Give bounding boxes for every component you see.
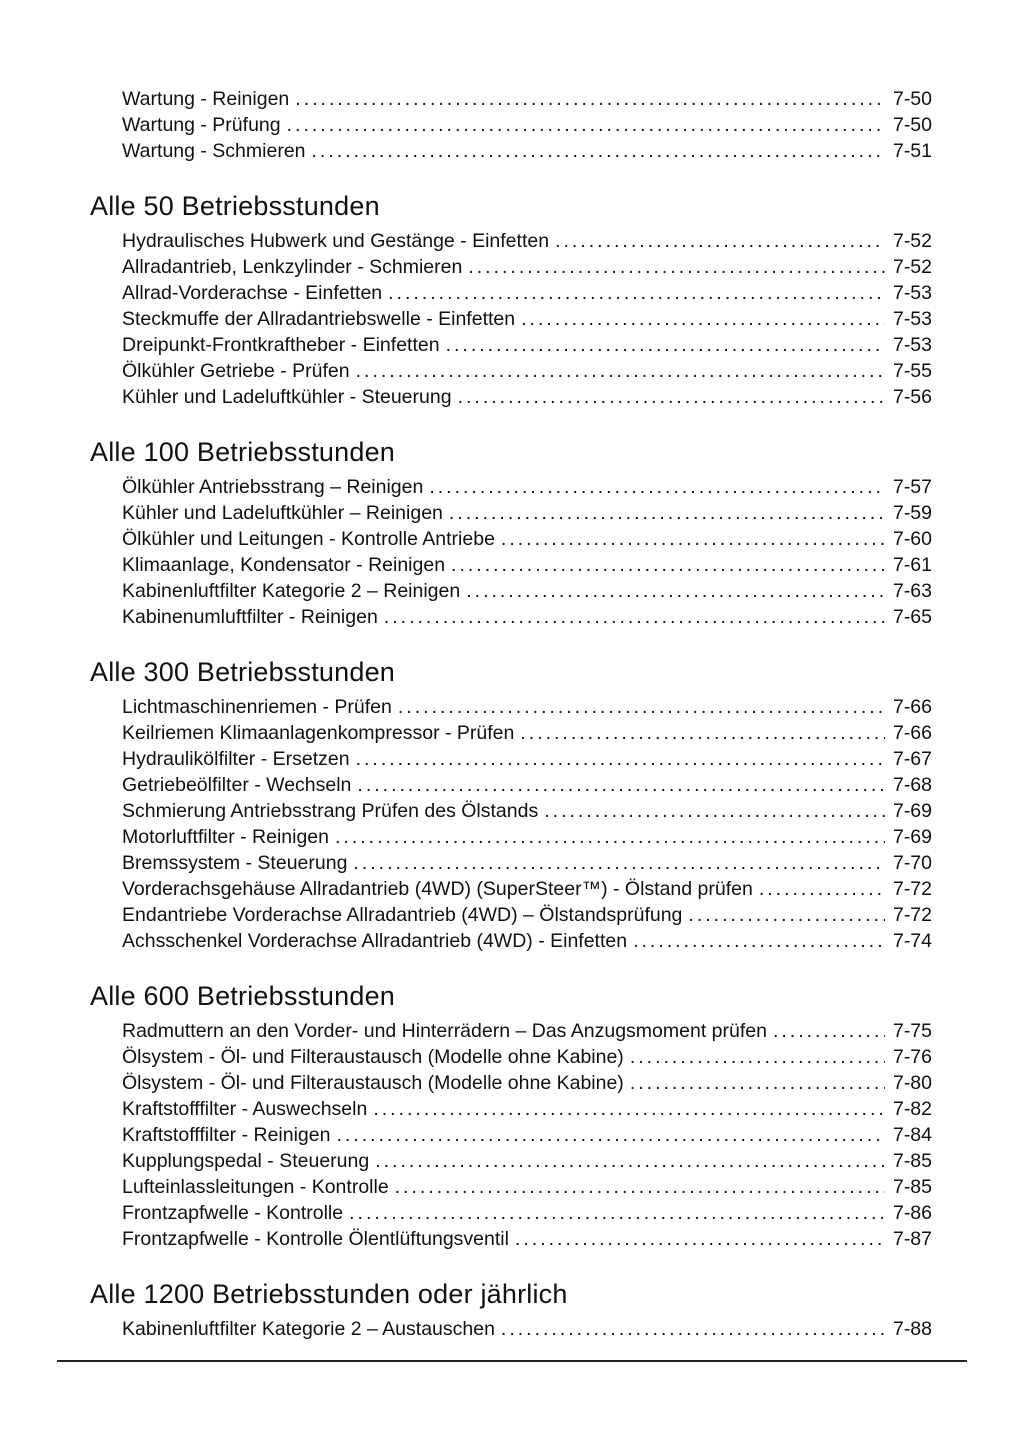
toc-entry-page: 7-85: [892, 1150, 932, 1172]
toc-entry-page: 7-68: [892, 774, 932, 796]
toc-entry-title: Endantriebe Vorderachse Allradantrieb (4WD) – Ölstandsprüfung: [122, 904, 683, 926]
toc-entry-page: 7-70: [892, 852, 932, 874]
dotted-leader: [501, 1316, 885, 1342]
toc-entry-page: 7-82: [892, 1098, 932, 1120]
toc-entry: [90, 876, 932, 902]
toc-entry-page: 7-69: [892, 800, 932, 822]
dotted-leader: [688, 902, 885, 928]
toc-entry-page: 7-56: [892, 386, 932, 408]
toc-entry: [90, 112, 932, 138]
toc-entry: [90, 332, 932, 358]
dotted-leader: [446, 332, 885, 358]
toc-entry: [90, 604, 932, 630]
toc-entry-title: Wartung - Schmieren: [122, 140, 306, 162]
dotted-leader: [429, 474, 885, 500]
dotted-leader: [521, 306, 885, 332]
toc-entry-title: Getriebeölfilter - Wechseln: [122, 774, 352, 796]
section-heading: Alle 300 Betriebsstunden: [90, 657, 396, 687]
toc-entry: [90, 1070, 932, 1096]
toc-entry: [90, 902, 932, 928]
toc-entry-page: 7-63: [892, 580, 932, 602]
toc-entry: [90, 86, 932, 112]
dotted-leader: [375, 1148, 885, 1174]
toc-entry: [90, 1018, 932, 1044]
toc-entry: [90, 928, 932, 954]
toc-entry-page: 7-87: [892, 1228, 932, 1250]
toc-entry-title: Kabinenluftfilter Kategorie 2 – Austauschen: [122, 1318, 495, 1340]
toc-entry-title: Frontzapfwelle - Kontrolle: [122, 1202, 344, 1224]
toc-entry: [90, 1148, 932, 1174]
toc-entry-page: 7-74: [892, 930, 932, 952]
toc-entry: [90, 358, 932, 384]
toc-entry-title: Kabinenluftfilter Kategorie 2 – Reinigen: [122, 580, 461, 602]
toc-section: [90, 1278, 932, 1342]
toc-entry-page: 7-75: [892, 1020, 932, 1042]
toc-entry-title: Bremssystem - Steuerung: [122, 852, 348, 874]
toc-entry: [90, 552, 932, 578]
section-heading: Alle 100 Betriebsstunden: [90, 437, 396, 467]
toc-entry-title: Wartung - Prüfung: [122, 114, 281, 136]
toc-entry-title: Hydraulisches Hubwerk und Gestänge - Einfetten: [122, 230, 550, 252]
toc-entry-page: 7-50: [892, 114, 932, 136]
toc-entry-page: 7-61: [892, 554, 932, 576]
dotted-leader: [449, 500, 885, 526]
toc-entry: [90, 228, 932, 254]
toc-entry-title: Kabinenumluftfilter - Reinigen: [122, 606, 378, 628]
dotted-leader: [501, 526, 885, 552]
toc-entry-title: Ölsystem - Öl- und Filteraustausch (Modelle ohne Kabine): [122, 1072, 624, 1094]
toc-entry-page: 7-86: [892, 1202, 932, 1224]
toc-section: [90, 436, 932, 630]
dotted-leader: [398, 694, 885, 720]
dotted-leader: [555, 228, 885, 254]
toc-entry-page: 7-72: [892, 904, 932, 926]
toc-entry-title: Wartung - Reinigen: [122, 88, 290, 110]
toc-entry-title: Klimaanlage, Kondensator - Reinigen: [122, 554, 446, 576]
dotted-leader: [388, 280, 885, 306]
toc-entry: [90, 526, 932, 552]
toc-entry-title: Vorderachsgehäuse Allradantrieb (4WD) (SuperSteer™) - Ölstand prüfen: [122, 878, 753, 900]
toc-entry-page: 7-50: [892, 88, 932, 110]
toc-section: [90, 656, 932, 954]
dotted-leader: [295, 86, 885, 112]
dotted-leader: [349, 1200, 885, 1226]
dotted-leader: [336, 1122, 885, 1148]
toc-entry-page: 7-80: [892, 1072, 932, 1094]
dotted-leader: [773, 1018, 885, 1044]
dotted-leader: [373, 1096, 885, 1122]
toc-entry-page: 7-85: [892, 1176, 932, 1198]
toc-entry-page: 7-53: [892, 282, 932, 304]
toc-entry-title: Achsschenkel Vorderachse Allradantrieb (4WD) - Einfetten: [122, 930, 628, 952]
toc-entry-page: 7-53: [892, 308, 932, 330]
dotted-leader: [384, 604, 885, 630]
toc-entry-page: 7-66: [892, 696, 932, 718]
toc-entry: [90, 1174, 932, 1200]
toc-entry: [90, 500, 932, 526]
toc-entry-title: Kühler und Ladeluftkühler – Reinigen: [122, 502, 443, 524]
toc-entry-page: 7-65: [892, 606, 932, 628]
dotted-leader: [287, 112, 885, 138]
toc-entry-title: Lufteinlassleitungen - Kontrolle: [122, 1176, 389, 1198]
toc-entry-page: 7-52: [892, 230, 932, 252]
toc-entry-title: Ölkühler Getriebe - Prüfen: [122, 360, 350, 382]
toc-entry-title: Radmuttern an den Vorder- und Hinterrädern – Das Anzugsmoment prüfen: [122, 1020, 767, 1042]
toc-entry-title: Kraftstofffilter - Auswechseln: [122, 1098, 368, 1120]
toc-entry-title: Lichtmaschinenriemen - Prüfen: [122, 696, 392, 718]
toc-entry-page: 7-57: [892, 476, 932, 498]
toc-entry-page: 7-53: [892, 334, 932, 356]
toc-entry-title: Kupplungspedal - Steuerung: [122, 1150, 370, 1172]
dotted-leader: [451, 552, 885, 578]
toc-entry: [90, 384, 932, 410]
toc-entry-page: 7-51: [892, 140, 932, 162]
dotted-leader: [356, 746, 885, 772]
dotted-leader: [312, 138, 885, 164]
toc-entry-title: Ölkühler und Leitungen - Kontrolle Antriebe: [122, 528, 495, 550]
toc-entry: [90, 1096, 932, 1122]
toc-entry: [90, 850, 932, 876]
toc-entry-title: Motorluftfilter - Reinigen: [122, 826, 329, 848]
dotted-leader: [759, 876, 885, 902]
toc-entry-title: Kraftstofffilter - Reinigen: [122, 1124, 331, 1146]
toc-entry-title: Ölsystem - Öl- und Filteraustausch (Modelle ohne Kabine): [122, 1046, 624, 1068]
toc-entry: [90, 1044, 932, 1070]
dotted-leader: [468, 254, 885, 280]
toc-entry-page: 7-88: [892, 1318, 932, 1340]
dotted-leader: [633, 928, 885, 954]
toc-content: [90, 86, 932, 1342]
toc-entry: [90, 578, 932, 604]
dotted-leader: [544, 798, 885, 824]
dotted-leader: [335, 824, 885, 850]
dotted-leader: [458, 384, 885, 410]
section-heading: Alle 1200 Betriebsstunden oder jährlich: [90, 1279, 568, 1309]
dotted-leader: [520, 720, 885, 746]
toc-entry: [90, 138, 932, 164]
toc-entry: [90, 254, 932, 280]
dotted-leader: [515, 1226, 885, 1252]
toc-entry-page: 7-60: [892, 528, 932, 550]
toc-section: [90, 980, 932, 1252]
toc-entry: [90, 824, 932, 850]
toc-entry-title: Ölkühler Antriebsstrang – Reinigen: [122, 476, 424, 498]
toc-entry-page: 7-67: [892, 748, 932, 770]
toc-section: [90, 190, 932, 410]
toc-entry-title: Kühler und Ladeluftkühler - Steuerung: [122, 386, 452, 408]
toc-entry: [90, 1226, 932, 1252]
toc-entry-page: 7-76: [892, 1046, 932, 1068]
toc-entry-title: Allradantrieb, Lenkzylinder - Schmieren: [122, 256, 463, 278]
toc-entry-page: 7-84: [892, 1124, 932, 1146]
toc-entry: [90, 772, 932, 798]
toc-entry: [90, 798, 932, 824]
toc-entry-page: 7-55: [892, 360, 932, 382]
toc-entry-page: 7-52: [892, 256, 932, 278]
toc-section: [90, 86, 932, 164]
toc-entry: [90, 280, 932, 306]
toc-entry: [90, 694, 932, 720]
dotted-leader: [630, 1044, 885, 1070]
toc-entry: [90, 1122, 932, 1148]
footer-rule: [57, 1360, 967, 1362]
toc-entry-title: Allrad-Vorderachse - Einfetten: [122, 282, 383, 304]
dotted-leader: [395, 1174, 885, 1200]
section-heading: Alle 50 Betriebsstunden: [90, 191, 380, 221]
toc-entry-page: 7-69: [892, 826, 932, 848]
toc-entry: [90, 306, 932, 332]
toc-entry: [90, 474, 932, 500]
dotted-leader: [466, 578, 885, 604]
toc-entry: [90, 746, 932, 772]
toc-entry-title: Hydraulikölfilter - Ersetzen: [122, 748, 350, 770]
toc-entry-title: Dreipunkt-Frontkraftheber - Einfetten: [122, 334, 440, 356]
toc-entry-title: Frontzapfwelle - Kontrolle Ölentlüftungsventil: [122, 1228, 509, 1250]
section-heading: Alle 600 Betriebsstunden: [90, 981, 396, 1011]
toc-entry: [90, 1316, 932, 1342]
dotted-leader: [630, 1070, 885, 1096]
toc-entry-page: 7-66: [892, 722, 932, 744]
toc-entry-page: 7-59: [892, 502, 932, 524]
dotted-leader: [357, 772, 885, 798]
toc-entry: [90, 720, 932, 746]
dotted-leader: [356, 358, 885, 384]
toc-entry-title: Steckmuffe der Allradantriebswelle - Einfetten: [122, 308, 516, 330]
toc-entry-page: 7-72: [892, 878, 932, 900]
toc-entry-title: Keilriemen Klimaanlagenkompressor - Prüfen: [122, 722, 515, 744]
dotted-leader: [353, 850, 885, 876]
toc-entry-title: Schmierung Antriebsstrang Prüfen des Ölstands: [122, 800, 539, 822]
toc-entry: [90, 1200, 932, 1226]
